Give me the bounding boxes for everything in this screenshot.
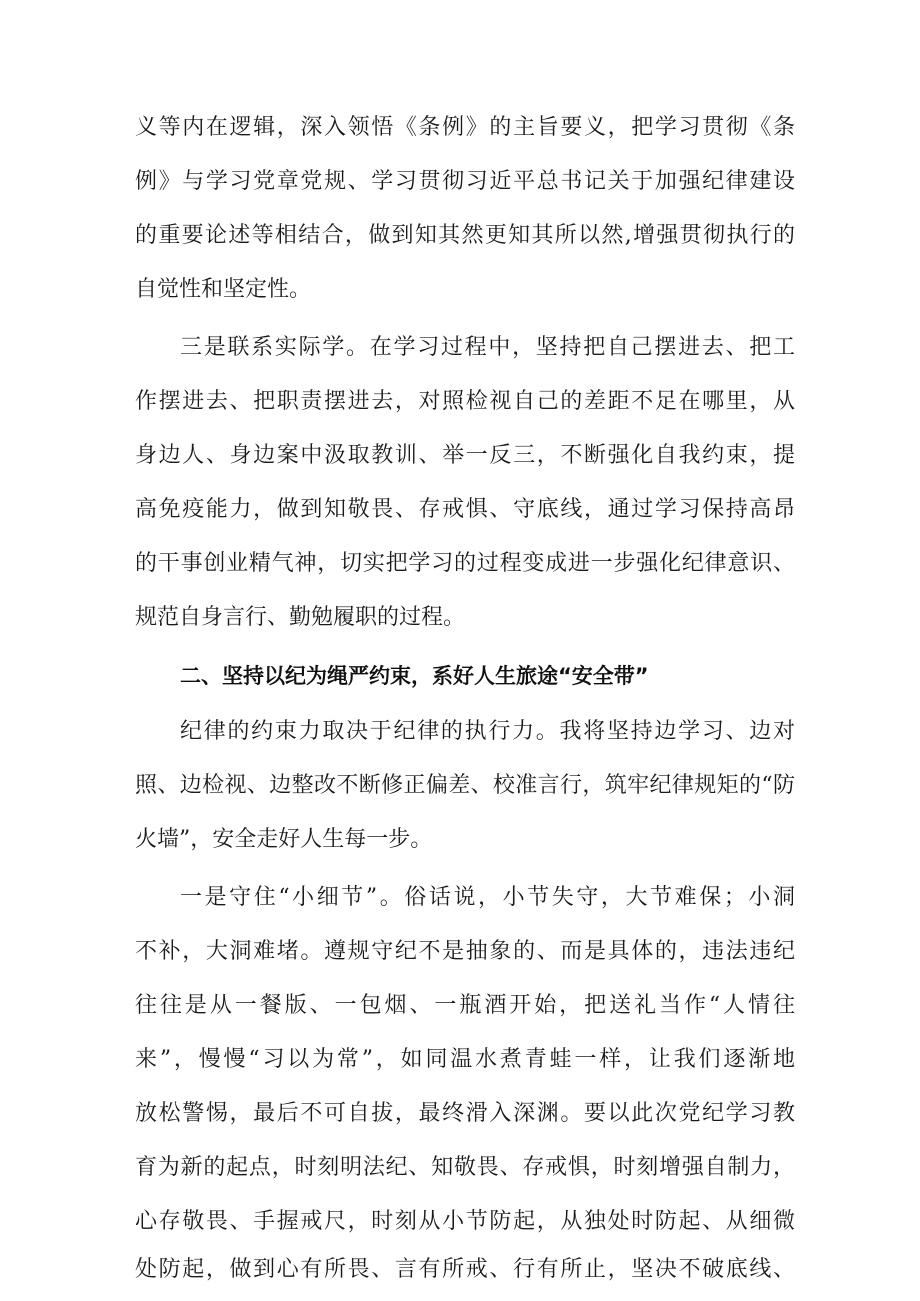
para4-line-6: 育为新的起点，时刻明法纪、知敬畏、存戒惧，时刻增强自制力， [135, 1155, 795, 1180]
para4-line-2: 不补，大洞难堵。遵规守纪不是抽象的、而是具体的，违法违纪 [135, 939, 795, 964]
para4-line-4: 来”，慢慢“习以为常”，如同温水煮青蛙一样，让我们逐渐地 [135, 1047, 795, 1072]
para2-line-3: 身边人、身边案中汲取教训、举一反三，不断强化自我约束，提 [135, 443, 795, 468]
para4-line-3: 往往是从一餐版、一包烟、一瓶酒开始，把送礼当作“人情往 [135, 993, 795, 1018]
para2-line-6: 规范自身言行、勤勉履职的过程。 [135, 605, 466, 630]
para1-line-2: 例》与学习党章党规、学习贯彻习近平总书记关于加强纪律建设 [135, 169, 795, 194]
para1-line-1: 义等内在逻辑，深入领悟《条例》的主旨要义，把学习贯彻《条 [135, 115, 795, 140]
para2-line-5: 的干事创业精气神，切实把学习的过程变成进一步强化纪律意识、 [135, 551, 795, 576]
para2-line-4: 高免疫能力，做到知敬畏、存戒惧、守底线，通过学习保持高昂 [135, 497, 795, 522]
para3-line-1: 纪律的约束力取决于纪律的执行力。我将坚持边学习、边对 [180, 719, 795, 744]
para3-line-2: 照、边检视、边整改不断修正偏差、校准言行，筑牢纪律规矩的“防 [135, 773, 795, 798]
para2-line-1: 三是联系实际学。在学习过程中，坚持把自己摆进去、把工 [180, 335, 795, 360]
para2-line-2: 作摆进去、把职责摆进去，对照检视自己的差距不足在哪里，从 [135, 389, 795, 414]
para4-line-7: 心存敬畏、手握戒尺，时刻从小节防起，从独处时防起、从细微 [135, 1209, 795, 1234]
para1-line-3: 的重要论述等相结合，做到知其然更知其所以然,增强贯彻执行的 [135, 223, 795, 248]
para4-line-8: 处防起，做到心有所畏、言有所戒、行有所止，坚决不破底线、 [135, 1257, 795, 1282]
para4-line-5: 放松警惕，最后不可自拔，最终滑入深渊。要以此次党纪学习教 [135, 1101, 795, 1126]
para3-line-3: 火墙”，安全走好人生每一步。 [135, 827, 433, 852]
section-heading: 二、坚持以纪为绳严约束，系好人生旅途“安全带” [180, 664, 649, 688]
para1-line-4: 自觉性和坚定性。 [135, 277, 312, 302]
para4-line-1: 一是守住“小细节”。俗话说，小节失守，大节难保；小洞 [180, 885, 795, 910]
